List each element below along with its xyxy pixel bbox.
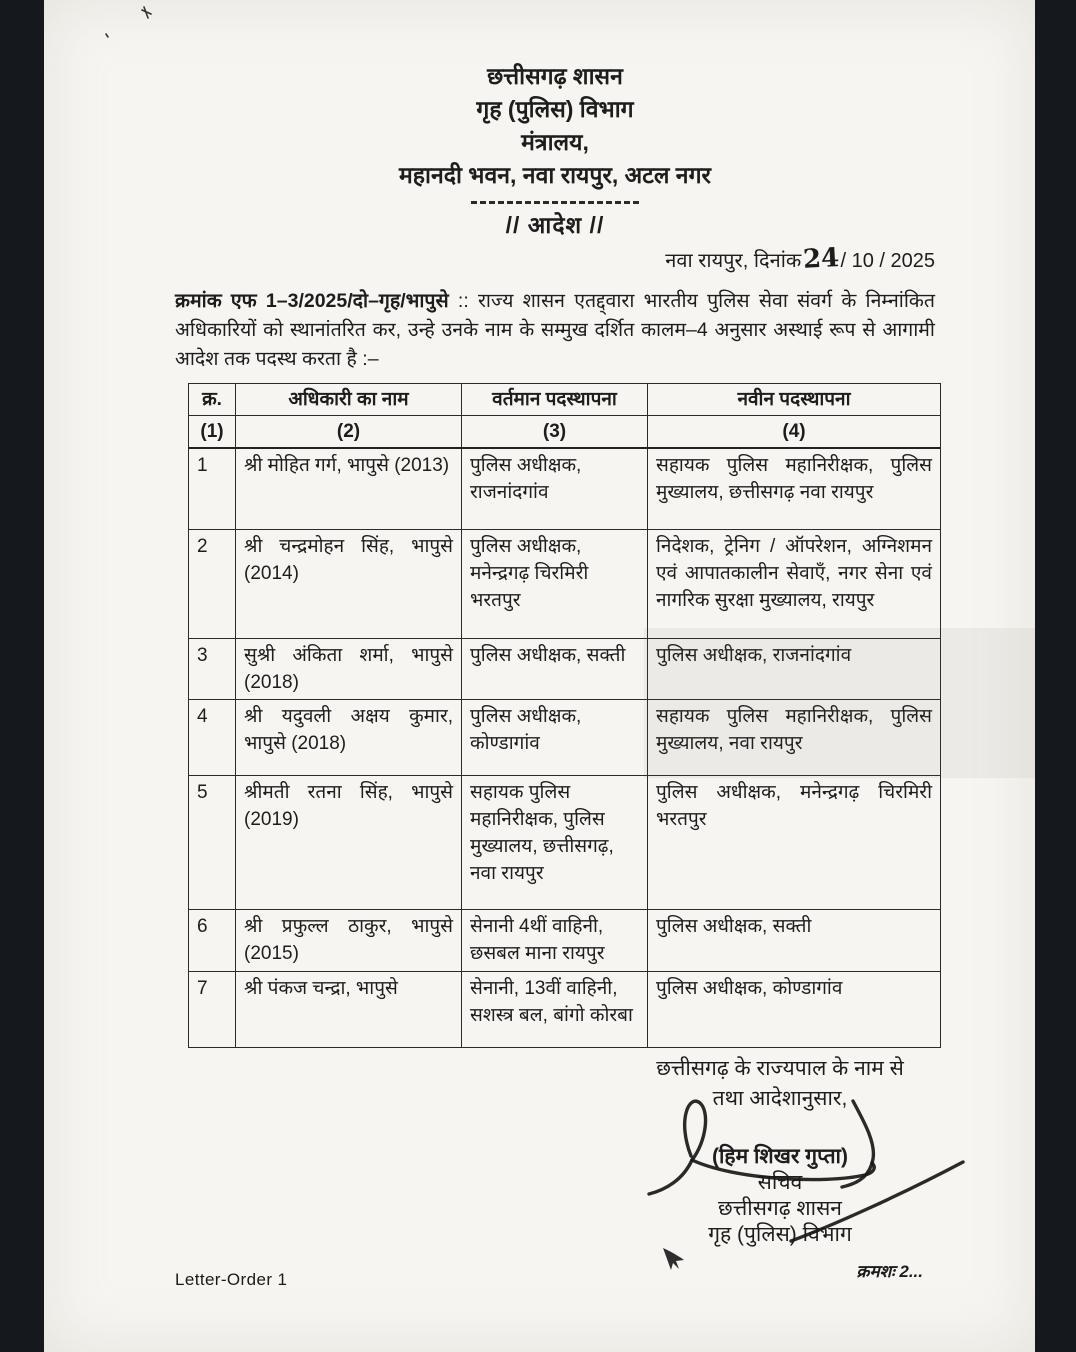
continued-page-note: क्रमशः 2... bbox=[856, 1262, 923, 1281]
table-row bbox=[189, 639, 941, 700]
signatory-name: (हिम शिखर गुप्ता) bbox=[712, 1145, 848, 1168]
handwritten-date-day: 24 bbox=[802, 243, 841, 275]
signature-space bbox=[625, 1114, 935, 1144]
cell-current-posting: सेनानी, 13वीं वाहिनी, सशस्त्र बल, बांगो कोरबा bbox=[462, 972, 648, 1048]
col-number-1: (1) bbox=[189, 416, 236, 449]
dateline-prefix: नवा रायपुर, दिनांक bbox=[665, 250, 802, 272]
signatory-org-government: छत्तीसगढ़ शासन bbox=[718, 1197, 842, 1220]
cell-new-posting: सहायक पुलिस महानिरीक्षक, पुलिस मुख्यालय, नवा रायपुर bbox=[648, 700, 941, 776]
cell-new-posting: पुलिस अधीक्षक, राजनांदगांव bbox=[648, 639, 941, 700]
order-body-text: :: राज्य शासन एतद्द्वारा भारतीय पुलिस सेवा संवर्ग के निम्नांकित अधिकारियों को स्थानांतरित कर, उन्हे उनके नाम के सम्मुख दर्शित कालम–4 अनुसार अस्थाई रूप से आगामी आदेश तक पदस्थ करता है :– bbox=[175, 290, 935, 370]
order-reference-number: क्रमांक एफ 1–3/2025/दो–गृह/भापुसे bbox=[175, 290, 449, 312]
col-number-4: (4) bbox=[648, 416, 941, 449]
cell-new-posting: पुलिस अधीक्षक, मनेन्द्रगढ़ चिरमिरी भरतपुर bbox=[648, 776, 941, 910]
letterhead-ministry: मंत्रालय, bbox=[521, 129, 589, 155]
table-header-row bbox=[189, 384, 941, 416]
table-row bbox=[189, 700, 941, 776]
cell-new-posting: पुलिस अधीक्षक, कोण्डागांव bbox=[648, 972, 941, 1048]
dateline-suffix: / 10 / 2025 bbox=[840, 250, 935, 272]
table-row bbox=[189, 910, 941, 972]
document-content bbox=[175, 0, 935, 1287]
cell-current-posting: पुलिस अधीक्षक, सक्ती bbox=[462, 639, 648, 700]
cell-current-posting: सेनानी 4थीं वाहिनी, छसबल माना रायपुर bbox=[462, 910, 648, 972]
divider bbox=[471, 201, 639, 204]
transfer-table bbox=[188, 383, 941, 1048]
cell-officer-name: श्रीमती रतना सिंह, भापुसे (2019) bbox=[236, 776, 462, 910]
document-page bbox=[44, 0, 1035, 1352]
cell-officer-name: श्री मोहित गर्ग, भापुसे (2013) bbox=[236, 448, 462, 530]
cell-serial: 2 bbox=[189, 530, 236, 639]
pen-scribble-marks bbox=[72, 2, 152, 47]
table-row bbox=[189, 972, 941, 1048]
place-date-line bbox=[175, 245, 935, 275]
cell-current-posting: पुलिस अधीक्षक, राजनांदगांव bbox=[462, 448, 648, 530]
cell-officer-name: श्री यदुवली अक्षय कुमार, भापुसे (2018) bbox=[236, 700, 462, 776]
cell-serial: 3 bbox=[189, 639, 236, 700]
col-number-3: (3) bbox=[462, 416, 648, 449]
signatory-designation: सचिव bbox=[757, 1171, 803, 1194]
cell-current-posting: पुलिस अधीक्षक, कोण्डागांव bbox=[462, 700, 648, 776]
cell-serial: 6 bbox=[189, 910, 236, 972]
cell-officer-name: श्री पंकज चन्द्रा, भापुसे bbox=[236, 972, 462, 1048]
col-header-serial: क्र. bbox=[189, 384, 236, 416]
letterhead-department: गृह (पुलिस) विभाग bbox=[476, 96, 634, 122]
cell-serial: 5 bbox=[189, 776, 236, 910]
cell-officer-name: श्री चन्द्रमोहन सिंह, भापुसे (2014) bbox=[236, 530, 462, 639]
letterhead-government: छत्तीसगढ़ शासन bbox=[487, 63, 623, 89]
signoff-byorder-line: तथा आदेशानुसार, bbox=[712, 1087, 848, 1110]
cell-serial: 1 bbox=[189, 448, 236, 530]
table-row bbox=[189, 776, 941, 910]
table-row bbox=[189, 448, 941, 530]
cell-new-posting: निदेशक, ट्रेनिग / ऑपरेशन, अग्निशमन एवं आपातकालीन सेवाएँ, नगर सेना एवं नागरिक सुरक्षा मुख्यालय, रायपुर bbox=[648, 530, 941, 639]
signoff-authority-line: छत्तीसगढ़ के राज्यपाल के नाम से bbox=[656, 1057, 904, 1080]
cell-new-posting: पुलिस अधीक्षक, सक्ती bbox=[648, 910, 941, 972]
cell-officer-name: श्री प्रफुल्ल ठाकुर, भापुसे (2015) bbox=[236, 910, 462, 972]
col-number-2: (2) bbox=[236, 416, 462, 449]
document-letterhead bbox=[175, 60, 935, 192]
col-header-new-posting: नवीन पदस्थापना bbox=[648, 384, 941, 416]
table-subheader-row bbox=[189, 416, 941, 449]
cell-new-posting: सहायक पुलिस महानिरीक्षक, पुलिस मुख्यालय, छत्तीसगढ़ नवा रायपुर bbox=[648, 448, 941, 530]
cell-serial: 4 bbox=[189, 700, 236, 776]
cell-officer-name: सुश्री अंकिता शर्मा, भापुसे (2018) bbox=[236, 639, 462, 700]
col-header-current-posting: वर्तमान पदस्थापना bbox=[462, 384, 648, 416]
signature-block bbox=[625, 1054, 935, 1287]
order-body-paragraph bbox=[175, 287, 935, 374]
cell-current-posting: सहायक पुलिस महानिरीक्षक, पुलिस मुख्यालय, छत्तीसगढ़, नवा रायपुर bbox=[462, 776, 648, 910]
footer-letter-order-label: Letter-Order 1 bbox=[175, 1270, 288, 1289]
order-title: // आदेश // bbox=[505, 212, 605, 238]
signatory-org-department: गृह (पुलिस) विभाग bbox=[708, 1223, 852, 1246]
cell-current-posting: पुलिस अधीक्षक, मनेन्द्रगढ़ चिरमिरी भरतपुर bbox=[462, 530, 648, 639]
col-header-officer-name: अधिकारी का नाम bbox=[236, 384, 462, 416]
cell-serial: 7 bbox=[189, 972, 236, 1048]
table-row bbox=[189, 530, 941, 639]
letterhead-address: महानदी भवन, नवा रायपुर, अटल नगर bbox=[399, 162, 711, 188]
